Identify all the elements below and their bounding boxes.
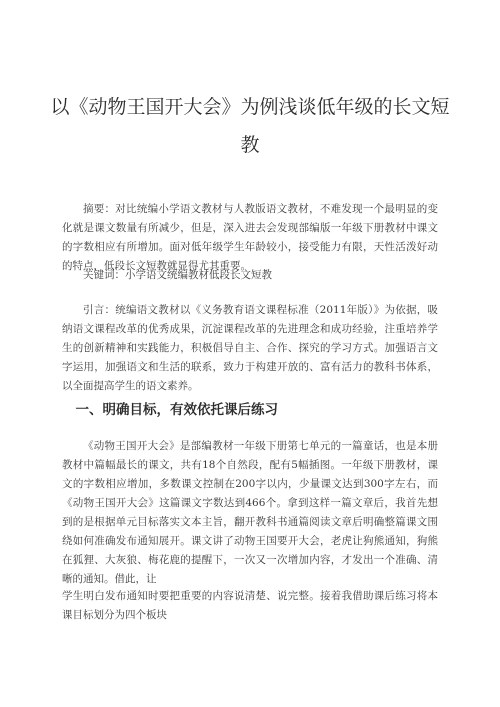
- keywords-line: 关键词：小学语文统编教材低段长文短教: [83, 269, 272, 281]
- section-heading: 一、明确目标，有效依托课后练习: [75, 402, 278, 418]
- intro-paragraph: 引言：统编语文教材以《义务教育语文课程标准（2011年版）》为依据，吸纳语文课程改革的优秀成果，沉淀课程改革的先进理念和成功经验，注重培养学生的创新精神和实践能力，积极倡导自主、合作、探究的学习方式。加强语言文字运用，加强语文和生活的联系，致力于构建开放的、富有活力的教科书体系，以全面提高学生的语文素养。: [62, 304, 438, 392]
- body-paragraph-2: 学生明白发布通知时要把重要的内容说清楚、说完整。接着我借助课后练习将本课目标划分为四个板块: [62, 590, 438, 621]
- paper-title: 以《动物王国开大会》为例浅谈低年级的长文短教: [50, 96, 450, 156]
- abstract-paragraph: 摘要：对比统编小学语文教材与人教版语文教材，不难发现一个最明显的变化就是课文数量有所减少，但是，深入进去会发现部编版一年级下册教材中课文的字数相应有所增加。面对低年级学生年龄较小，接受能力有限，天性活泼好动的特点，低段长文短教就显得尤其重要。: [62, 203, 438, 272]
- body-paragraph-1: 《动物王国开大会》是部编教材一年级下册第七单元的一篇童话，也是本册教材中篇幅最长的课文，共有18个自然段，配有5幅插图。一年级下册教材，课文的字数相应增加，多数课文控制在200字以内，少量课文达到300字左右，而《动物王国开大会》这篇课文字数达到466个。拿到这样一篇文章后，我首先想到的是根据单元目标落实文本主旨，翻开教科书通篇阅读文章后明确整篇课文围绕如何准确发布通知展开。课文讲了动物王国要开大会，老虎让狗熊通知，狗熊在狐狸、大灰狼、梅花鹿的提醒下，一次又一次增加内容，才发出一个准确、清晰的通知。借此，让: [62, 440, 438, 585]
